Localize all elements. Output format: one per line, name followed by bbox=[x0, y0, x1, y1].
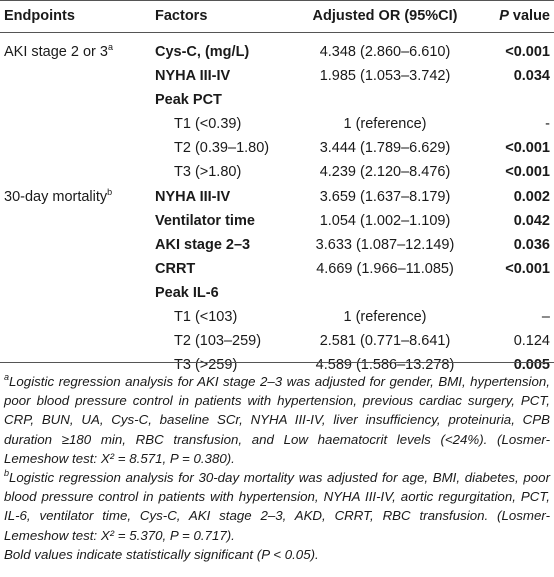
cell-factor: Ventilator time bbox=[155, 213, 255, 229]
table-row bbox=[0, 213, 554, 237]
footnote-b-text: Logistic regression analysis for 30-day mortality was adjusted for age, BMI, diabetes, poor blood pressure control in patients with hypertension, NYHA III-IV, aortic regurgitation, PCT, IL-6, ventilator time, Cys-C, AKI stage 2–3, AKD, CRRT, RBC transfusion. (Losmer-Lemeshow test: X² = 5.370, P = 0.717). bbox=[4, 470, 550, 543]
cell-adjusted-or: 1 (reference) bbox=[343, 116, 427, 132]
cell-adjusted-or: 3.633 (1.087–12.149) bbox=[315, 237, 455, 253]
header-endpoints: Endpoints bbox=[4, 8, 75, 24]
footnote-a bbox=[4, 372, 550, 468]
cell-factor: T1 (<103) bbox=[174, 309, 238, 325]
cell-p-value: 0.005 bbox=[513, 357, 550, 373]
header-p-letter: P bbox=[499, 8, 509, 24]
cell-p-value: <0.001 bbox=[505, 261, 550, 277]
footnote-bold-values: Bold values indicate statistically significant (P < 0.05). bbox=[4, 546, 319, 562]
cell-p-value: <0.001 bbox=[505, 44, 550, 60]
endpoint-footnote-marker: b bbox=[107, 187, 113, 197]
cell-factor: T1 (<0.39) bbox=[174, 116, 242, 132]
endpoint-text: AKI stage 2 or 3 bbox=[4, 44, 108, 60]
cell-adjusted-or: 1.054 (1.002–1.109) bbox=[319, 213, 451, 229]
cell-factor: T2 (0.39–1.80) bbox=[174, 140, 270, 156]
table-row bbox=[0, 237, 554, 261]
cell-p-value: – bbox=[541, 309, 550, 325]
header-adjusted-or: Adjusted OR (95%CI) bbox=[312, 8, 458, 24]
cell-endpoint bbox=[4, 44, 113, 60]
cell-adjusted-or: 2.581 (0.771–8.641) bbox=[319, 333, 451, 349]
cell-factor: T3 (>259) bbox=[174, 357, 238, 373]
cell-p-value: 0.002 bbox=[513, 189, 550, 205]
cell-adjusted-or: 4.239 (2.120–8.476) bbox=[319, 164, 451, 180]
cell-factor: CRRT bbox=[155, 261, 196, 277]
header-factors: Factors bbox=[155, 8, 208, 24]
footnote-a-text: Logistic regression analysis for AKI stage 2–3 was adjusted for gender, BMI, hypertension, poor blood pressure control in patients with hypertension, previous cardiac surgery, PCT, CRP, BUN, UA, Cys-C, baseline SCr, NYHA III-IV, liver insufficiency, proteinuria, CPB duration ≥180 min, RBC transfusion, and Low haematocrit levels (<24%). (Losmer-Lemeshow test: X² = 8.571, P = 0.380). bbox=[4, 374, 550, 466]
cell-adjusted-or: 1 (reference) bbox=[343, 309, 427, 325]
header-p-rest: value bbox=[508, 8, 550, 24]
table-row bbox=[0, 189, 554, 213]
cell-adjusted-or: 4.348 (2.860–6.610) bbox=[319, 44, 451, 60]
cell-adjusted-or: 3.444 (1.789–6.629) bbox=[319, 140, 451, 156]
cell-factor: Peak PCT bbox=[155, 92, 222, 108]
table-top-rule bbox=[0, 0, 554, 1]
footnote-a-marker: a bbox=[4, 372, 10, 382]
cell-adjusted-or: 4.589 (1.586–13.278) bbox=[315, 357, 455, 373]
cell-p-value: 0.124 bbox=[513, 333, 550, 349]
cell-p-value: <0.001 bbox=[505, 140, 550, 156]
cell-factor: Cys-C, (mg/L) bbox=[155, 44, 250, 60]
cell-adjusted-or: 4.669 (1.966–11.085) bbox=[316, 261, 454, 277]
table-row bbox=[0, 285, 554, 309]
cell-factor: NYHA III-IV bbox=[155, 189, 231, 205]
table-bottom-rule bbox=[0, 362, 554, 363]
cell-p-value: <0.001 bbox=[505, 164, 550, 180]
header-rule bbox=[0, 32, 554, 33]
cell-factor: T2 (103–259) bbox=[174, 333, 262, 349]
footnote-b bbox=[4, 468, 550, 545]
table-row bbox=[0, 164, 554, 188]
cell-factor: NYHA III-IV bbox=[155, 68, 231, 84]
table-row bbox=[0, 68, 554, 92]
cell-factor: T3 (>1.80) bbox=[174, 164, 242, 180]
table-row bbox=[0, 44, 554, 68]
header-p-value bbox=[499, 8, 550, 24]
table-row bbox=[0, 92, 554, 116]
footnote-b-marker: b bbox=[4, 468, 10, 479]
table-row bbox=[0, 309, 554, 333]
endpoint-text: 30-day mortality bbox=[4, 189, 108, 205]
cell-p-value: - bbox=[545, 116, 550, 132]
table-row bbox=[0, 333, 554, 357]
cell-p-value: 0.034 bbox=[513, 68, 550, 84]
cell-adjusted-or: 3.659 (1.637–8.179) bbox=[319, 189, 451, 205]
table-row bbox=[0, 261, 554, 285]
cell-factor: Peak IL-6 bbox=[155, 285, 219, 301]
table-footnotes bbox=[4, 372, 550, 564]
cell-p-value: 0.036 bbox=[513, 237, 550, 253]
cell-factor: AKI stage 2–3 bbox=[155, 237, 251, 253]
cell-endpoint bbox=[4, 189, 112, 205]
endpoint-footnote-marker: a bbox=[107, 42, 113, 52]
cell-adjusted-or: 1.985 (1.053–3.742) bbox=[319, 68, 451, 84]
table-row bbox=[0, 140, 554, 164]
cell-p-value: 0.042 bbox=[513, 213, 550, 229]
table-row bbox=[0, 116, 554, 140]
